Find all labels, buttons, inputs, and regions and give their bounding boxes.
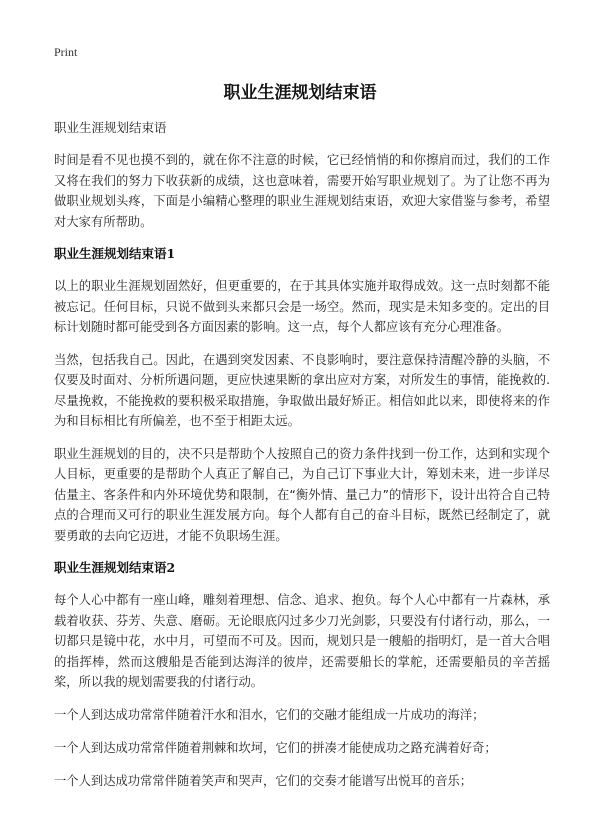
section1-paragraph: 以上的职业生涯规划固然好，但更重要的，在于其具体实施并取得成效。这一点时刻都不能被忘记。任何目标，只说不做到头来都只会是一场空。然而，现实是未知多变的。定出的目标计划随时都可能受到各方面因素的影响。这一点，每个人都应该有充分心理准备。 xyxy=(54,279,550,334)
document-body xyxy=(54,118,550,804)
section2-line: 一个人到达成功常常伴随着汗水和泪水，它们的交融才能组成一片成功的海洋； xyxy=(54,707,485,722)
section-heading-2: 职业生涯规划结束语2 xyxy=(54,560,176,575)
page-title: 职业生涯规划结束语 xyxy=(223,83,377,103)
section2-line: 一个人到达成功常常伴随着笑声和哭声，它们的交奏才能谱写出悦耳的音乐； xyxy=(54,773,473,788)
section2-paragraph: 每个人心中都有一座山峰，雕刻着理想、信念、追求、抱负。每个人心中都有一片森林，承载着收获、芬芳、失意、磨砺。无论眼底闪过多少刀光剑影，只要没有付诸行动，那么，一切都只是镜中花，水中月，可望而不可及。因而，规划只是一艘船的指明灯，是一首大合唱的指挥棒，然而这艘船是否能到达海洋的彼岸，还需要船长的掌舵，还需要船员的辛苦摇桨，所以我的规划需要我的付诸行动。 xyxy=(54,593,550,689)
section2-line: 一个人到达成功常常伴随着荆棘和坎坷，它们的拼凑才能使成功之路充满着好奇； xyxy=(54,740,497,755)
section-heading-1: 职业生涯规划结束语1 xyxy=(54,246,176,261)
print-link[interactable]: Print xyxy=(54,45,78,59)
section1-paragraph: 当然，包括我自己。因此，在遇到突发因素、不良影响时，要注意保持清醒冷静的头脑，不仅要及时面对、分析所遇问题，更应快速果断的拿出应对方案，对所发生的事情，能挽救的.尽量挽救，不能挽救的要积极采取措施，争取做出最好矫正。相信如此以来，即使将来的作为和目标相比有所偏差，也不至于相距太远。 xyxy=(54,352,550,428)
section1-paragraph: 职业生涯规划的目的，决不只是帮助个人按照自己的资力条件找到一份工作，达到和实现个人目标，更重要的是帮助个人真正了解自己，为自己订下事业大计，筹划未来，进一步详尽估量主、客条件和内外环境优势和限制，在“衡外情、量己力”的情形下，设计出符合自己特点的合理而又可行的职业生涯发展方向。每个人都有自己的奋斗目标，既然已经制定了，就要勇敢的去向它迈进，才能不负职场生涯。 xyxy=(54,446,550,543)
intro-paragraph: 时间是看不见也摸不到的，就在你不注意的时候，它已经悄悄的和你擦肩而过，我们的工作又将在我们的努力下收获新的成绩，这也意味着，需要开始写职业规划了。为了让您不再为做职业规划头疼，下面是小编精心整理的职业生涯规划结束语，欢迎大家借鉴与参考，希望对大家有所帮助。 xyxy=(54,153,550,229)
intro-heading: 职业生涯规划结束语 xyxy=(54,120,167,135)
